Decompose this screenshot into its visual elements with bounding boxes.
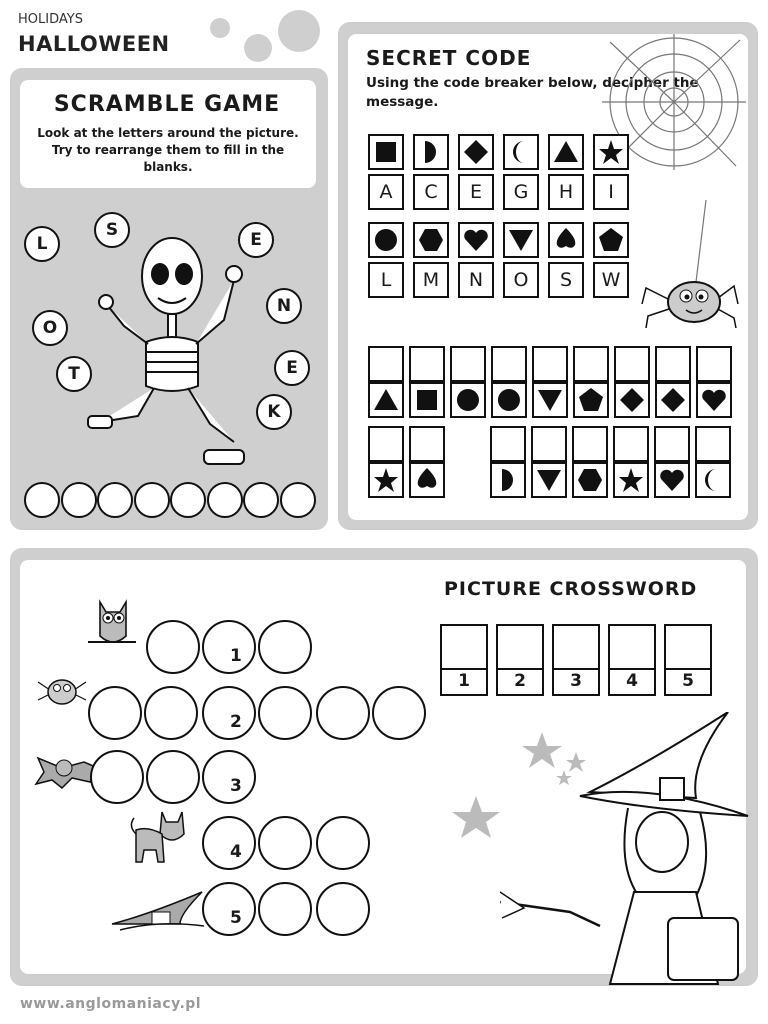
message-shape-box: [532, 382, 568, 418]
crossword-clue-number: 5: [230, 908, 242, 928]
crossword-letter-circle[interactable]: [202, 882, 256, 936]
code-shape-box: [548, 222, 584, 258]
message-shape-box: [655, 382, 691, 418]
code-shape-box: [413, 222, 449, 258]
crossword-answer-box[interactable]: [608, 624, 656, 696]
crossword-letter-circle[interactable]: [316, 882, 370, 936]
crossword-letter-circle[interactable]: [146, 750, 200, 804]
answer-blank-box[interactable]: [409, 346, 445, 382]
header-category: HOLIDAYS: [18, 12, 83, 27]
code-letter-box: G: [503, 174, 539, 210]
footer-url[interactable]: www.anglomaniacy.pl: [20, 996, 202, 1012]
spider-icon: [36, 668, 88, 712]
star-icon: [598, 139, 624, 165]
cat-icon: [128, 806, 194, 868]
scramble-letter: L: [24, 226, 60, 262]
code-letter-box: O: [503, 262, 539, 298]
answer-blank-box[interactable]: [655, 346, 691, 382]
witch-hat-icon: [110, 884, 208, 940]
pentagon-icon: [598, 227, 624, 253]
crossword-letter-circle[interactable]: [316, 816, 370, 870]
scramble-blanks: [24, 482, 316, 520]
half-circle-right-icon: [418, 139, 444, 165]
message-shape-box: [696, 382, 732, 418]
crossword-letter-circle[interactable]: [202, 620, 256, 674]
code-letter-box: N: [458, 262, 494, 298]
code-shape-box: [413, 134, 449, 170]
scramble-blank-circle[interactable]: [97, 482, 133, 518]
code-shape-box: [593, 134, 629, 170]
crossword-answer-box[interactable]: [440, 624, 488, 696]
crossword-letter-circle[interactable]: [316, 686, 370, 740]
scramble-letter: O: [32, 310, 68, 346]
crossword-column-number: 1: [442, 668, 486, 694]
answer-blank-box[interactable]: [368, 346, 404, 382]
answer-blank-box[interactable]: [490, 426, 526, 462]
code-letter-box: H: [548, 174, 584, 210]
crossword-clue-number: 2: [230, 712, 242, 732]
crossword-letter-circle[interactable]: [258, 620, 312, 674]
code-shape-box: [458, 134, 494, 170]
crescent-icon: [700, 467, 726, 493]
answer-blank-box[interactable]: [573, 346, 609, 382]
answer-blank-box[interactable]: [450, 346, 486, 382]
skeleton-icon: [84, 236, 264, 476]
scramble-blank-circle[interactable]: [243, 482, 279, 518]
crossword-answer-box[interactable]: [552, 624, 600, 696]
crossword-clue-number: 3: [230, 776, 242, 796]
crossword-letter-circle[interactable]: [258, 882, 312, 936]
crossword-letter-circle[interactable]: [90, 750, 144, 804]
triangle-icon: [553, 139, 579, 165]
crossword-column-number: 4: [610, 668, 654, 694]
decor-dot: [210, 18, 230, 38]
crossword-answer-box[interactable]: [496, 624, 544, 696]
scramble-letter: N: [266, 288, 302, 324]
half-circle-right-icon: [495, 467, 521, 493]
message-shape-box: [491, 382, 527, 418]
secret-code-title: SECRET CODE: [366, 46, 532, 70]
crossword-letter-circle[interactable]: [202, 816, 256, 870]
scramble-blank-circle[interactable]: [134, 482, 170, 518]
witch-icon: [500, 712, 750, 1002]
owl-icon: [86, 592, 140, 652]
code-letter-box: L: [368, 262, 404, 298]
crossword-clue-number: 4: [230, 842, 242, 862]
message-shape-box: [531, 462, 567, 498]
crossword-column-number: 2: [498, 668, 542, 694]
diamond-icon: [463, 139, 489, 165]
answer-blank-box[interactable]: [695, 426, 731, 462]
code-shape-box: [503, 222, 539, 258]
triangle-down-icon: [536, 467, 562, 493]
heart-icon: [659, 467, 685, 493]
message-shape-box: [573, 382, 609, 418]
star-icon: [373, 467, 399, 493]
hexagon-icon: [577, 467, 603, 493]
circle-icon: [496, 387, 522, 413]
scramble-blank-circle[interactable]: [170, 482, 206, 518]
scramble-instructions: Look at the letters around the picture. Try to rearrange them to fill in the blanks.: [37, 126, 299, 174]
crossword-letter-circle[interactable]: [258, 686, 312, 740]
answer-blank-box[interactable]: [532, 346, 568, 382]
scramble-letter: T: [56, 356, 92, 392]
answer-blank-box[interactable]: [409, 426, 445, 462]
crossword-clue-number: 1: [230, 646, 242, 666]
code-shape-box: [503, 134, 539, 170]
triangle-down-icon: [537, 387, 563, 413]
message-shape-box: [450, 382, 486, 418]
message-shape-box: [572, 462, 608, 498]
code-letter-box: S: [548, 262, 584, 298]
answer-blank-box[interactable]: [491, 346, 527, 382]
triangle-icon: [373, 387, 399, 413]
code-shape-box: [368, 222, 404, 258]
scramble-letter: K: [256, 394, 292, 430]
square-icon: [414, 387, 440, 413]
circle-icon: [455, 387, 481, 413]
heart-icon: [463, 227, 489, 253]
message-shape-box: [409, 382, 445, 418]
crossword-title: PICTURE CROSSWORD: [444, 578, 698, 600]
code-shape-box: [368, 134, 404, 170]
code-shape-box: [548, 134, 584, 170]
triangle-down-icon: [508, 227, 534, 253]
crossword-letter-circle[interactable]: [146, 620, 200, 674]
answer-blank-box[interactable]: [531, 426, 567, 462]
code-letter-box: M: [413, 262, 449, 298]
code-shape-box: [593, 222, 629, 258]
code-letter-box: E: [458, 174, 494, 210]
scramble-blank-circle[interactable]: [61, 482, 97, 518]
circle-icon: [373, 227, 399, 253]
scramble-letter: E: [274, 350, 310, 386]
message-shape-box: [368, 462, 404, 498]
code-letter-box: C: [413, 174, 449, 210]
decor-dot: [278, 10, 320, 52]
spade-icon: [414, 467, 440, 493]
answer-blank-box[interactable]: [368, 426, 404, 462]
heart-icon: [701, 387, 727, 413]
diamond-icon: [619, 387, 645, 413]
answer-blank-box[interactable]: [654, 426, 690, 462]
diamond-icon: [660, 387, 686, 413]
message-shape-box: [654, 462, 690, 498]
message-shape-box: [490, 462, 526, 498]
scramble-title: SCRAMBLE GAME: [53, 92, 281, 117]
crossword-letter-circle[interactable]: [88, 686, 142, 740]
message-shape-box: [695, 462, 731, 498]
crossword-letter-circle[interactable]: [202, 686, 256, 740]
message-shape-box: [409, 462, 445, 498]
crossword-letter-circle[interactable]: [372, 686, 426, 740]
crossword-letter-circle[interactable]: [258, 816, 312, 870]
answer-blank-box[interactable]: [572, 426, 608, 462]
code-letter-box: A: [368, 174, 404, 210]
scramble-blank-circle[interactable]: [24, 482, 60, 518]
scramble-blank-circle[interactable]: [207, 482, 243, 518]
square-icon: [373, 139, 399, 165]
crossword-answer-box[interactable]: [664, 624, 712, 696]
crossword-letter-circle[interactable]: [144, 686, 198, 740]
spade-icon: [553, 227, 579, 253]
spider-icon: [640, 200, 740, 330]
message-shape-box: [614, 382, 650, 418]
crossword-column-number: 3: [554, 668, 598, 694]
page-title: HALLOWEEN: [18, 32, 170, 56]
hexagon-icon: [418, 227, 444, 253]
decor-dot: [244, 34, 272, 62]
answer-blank-box[interactable]: [613, 426, 649, 462]
code-letter-box: I: [593, 174, 629, 210]
star-icon: [618, 467, 644, 493]
message-shape-box: [613, 462, 649, 498]
crossword-column-number: 5: [666, 668, 710, 694]
code-letter-box: W: [593, 262, 629, 298]
pentagon-icon: [578, 387, 604, 413]
secret-code-instructions: Using the code breaker below, decipher the message.: [366, 75, 699, 110]
crossword-letter-circle[interactable]: [202, 750, 256, 804]
scramble-letter: S: [94, 212, 130, 248]
crescent-icon: [508, 139, 534, 165]
answer-blank-box[interactable]: [696, 346, 732, 382]
code-shape-box: [458, 222, 494, 258]
answer-blank-box[interactable]: [614, 346, 650, 382]
scramble-letter: E: [238, 222, 274, 258]
message-shape-box: [368, 382, 404, 418]
scramble-blank-circle[interactable]: [280, 482, 316, 518]
